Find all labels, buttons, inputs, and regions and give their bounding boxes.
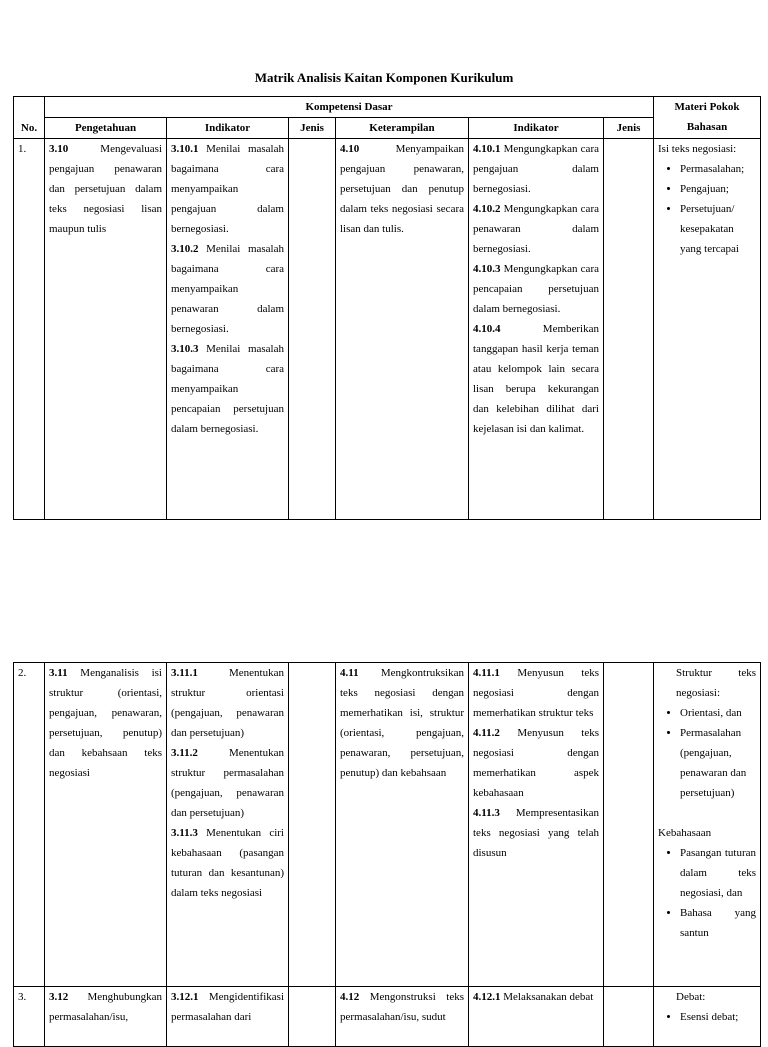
indikator-item: 3.10.3 Menilai masalah bagaimana cara menyampaikan pencapaian persetujuan dalam bernegosiasi. bbox=[171, 343, 284, 435]
indikator-keterampilan-cell bbox=[469, 663, 604, 987]
indikator-keterampilan-cell bbox=[469, 987, 604, 1047]
indikator-pengetahuan-cell bbox=[167, 139, 289, 520]
matrix-table-page-1 bbox=[13, 96, 761, 520]
kd-text: Mengkontruksikan teks negosiasi dengan memerhatikan isi, struktur (orientasi, pengajuan, penawaran, persetujuan, penutup) dan kebahsaan bbox=[340, 667, 464, 779]
header-row-1 bbox=[14, 97, 761, 118]
kd-keterampilan-cell bbox=[336, 139, 469, 520]
kd-code: 4.11 bbox=[340, 667, 359, 679]
header-no: No. bbox=[14, 97, 45, 139]
kd-pengetahuan-cell bbox=[45, 663, 167, 987]
kd-keterampilan-cell bbox=[336, 987, 469, 1047]
indikator-item: 3.10.2 Menilai masalah bagaimana cara menyampaikan penawaran dalam bernegosiasi. bbox=[171, 243, 284, 335]
table-row bbox=[14, 987, 761, 1047]
materi-list bbox=[658, 159, 756, 259]
table-row bbox=[14, 139, 761, 520]
list-item: • Persetujuan/ kesepakatan yang tercapai bbox=[680, 199, 756, 259]
kd-keterampilan-cell bbox=[336, 663, 469, 987]
kd-code: 4.10 bbox=[340, 143, 360, 155]
list-item: • Esensi debat; bbox=[680, 1007, 756, 1027]
materi-intro: Struktur teks negosiasi: bbox=[676, 667, 756, 699]
header-kompetensi-dasar: Kompetensi Dasar bbox=[45, 97, 654, 118]
list-item: • Orientasi, dan bbox=[680, 703, 756, 723]
list-item: • Permasalahan (pengajuan, penawaran dan persetujuan) bbox=[680, 723, 756, 803]
indikator-item: 4.10.4 Memberikan tanggapan hasil kerja teman atau kelompok lain secara lisan berupa kekurangan dan kelebihan dilihat dari kejelasan isi dan kalimat. bbox=[473, 323, 599, 435]
list-item: • Pasangan tuturan dalam teks negosiasi, dan bbox=[680, 843, 756, 903]
kd-text: Menyampaikan pengajuan penawaran, persetujuan dan penutup dalam teks negosiasi secara lisan dan tulis. bbox=[340, 143, 464, 235]
page-title: Matrik Analisis Kaitan Komponen Kurikulum bbox=[254, 70, 514, 85]
list-item: • Permasalahan; bbox=[680, 159, 756, 179]
indikator-item: 4.11.3 Mempresentasikan teks negosiasi yang telah disusun bbox=[473, 807, 599, 859]
row-number: 3. bbox=[14, 987, 45, 1047]
indikator-item: 4.12.1 Melaksanakan debat bbox=[473, 991, 594, 1003]
kd-text: Mengonstruksi teks permasalahan/isu, sudut bbox=[340, 991, 464, 1023]
header-indikator-pengetahuan: Indikator bbox=[167, 118, 289, 139]
row-number: 1. bbox=[14, 139, 45, 520]
list-item: • Bahasa yang santun bbox=[680, 903, 756, 943]
materi-cell bbox=[654, 987, 761, 1047]
header-jenis-keterampilan: Jenis bbox=[604, 118, 654, 139]
indikator-item: 4.10.3 Mengungkapkan cara pencapaian persetujuan dalam bernegosiasi. bbox=[473, 263, 599, 315]
indikator-item: 3.11.1 Menentukan struktur orientasi (pengajuan, penawaran dan persetujuan) bbox=[171, 667, 284, 739]
indikator-item: 4.10.2 Mengungkapkan cara penawaran dalam bernegosiasi. bbox=[473, 203, 599, 255]
kd-pengetahuan-cell bbox=[45, 987, 167, 1047]
indikator-item: 3.11.3 Menentukan ciri kebahasaan (pasangan tuturan dan kesantunan) dalam teks negosiasi bbox=[171, 827, 284, 899]
kd-text: Menganalisis isi struktur (orientasi, pengajuan, penawaran, persetujuan, penutup) dan kebahsaan teks negosiasi bbox=[49, 667, 162, 779]
kd-code: 3.10 bbox=[49, 143, 69, 155]
kd-text: Menghubungkan permasalahan/isu, bbox=[49, 991, 162, 1023]
materi-cell bbox=[654, 663, 761, 987]
indikator-item: 4.11.2 Menyusun teks negosiasi dengan memerhatikan aspek kebahasaan bbox=[473, 727, 599, 799]
jenis-pengetahuan-cell bbox=[289, 987, 336, 1047]
kd-code: 4.12 bbox=[340, 991, 360, 1003]
jenis-keterampilan-cell bbox=[604, 139, 654, 520]
indikator-pengetahuan-cell bbox=[167, 663, 289, 987]
header-indikator-keterampilan: Indikator bbox=[469, 118, 604, 139]
matrix-table-page-2 bbox=[13, 662, 761, 987]
materi-list bbox=[658, 843, 756, 943]
materi-list bbox=[658, 703, 756, 803]
materi-intro: Kebahasaan bbox=[658, 827, 712, 839]
header-keterampilan: Keterampilan bbox=[336, 118, 469, 139]
materi-list bbox=[658, 1007, 756, 1027]
materi-cell bbox=[654, 139, 761, 520]
kd-code: 3.12 bbox=[49, 991, 69, 1003]
kd-text: Mengevaluasi pengajuan penawaran dan persetujuan dalam teks negosiasi lisan maupun tulis bbox=[49, 143, 162, 235]
matrix-table-page-3 bbox=[13, 986, 761, 1047]
jenis-keterampilan-cell bbox=[604, 663, 654, 987]
indikator-pengetahuan-cell bbox=[167, 987, 289, 1047]
jenis-pengetahuan-cell bbox=[289, 139, 336, 520]
indikator-keterampilan-cell bbox=[469, 139, 604, 520]
indikator-item: 3.12.1 Mengidentifikasi permasalahan dari bbox=[171, 991, 284, 1023]
indikator-item: 3.10.1 Menilai masalah bagaimana cara menyampaikan pengajuan dalam bernegosiasi. bbox=[171, 143, 284, 235]
kd-code: 3.11 bbox=[49, 667, 68, 679]
jenis-keterampilan-cell bbox=[604, 987, 654, 1047]
table-row bbox=[14, 663, 761, 987]
header-jenis-pengetahuan: Jenis bbox=[289, 118, 336, 139]
indikator-item: 4.11.1 Menyusun teks negosiasi dengan memerhatikan struktur teks bbox=[473, 667, 599, 719]
indikator-item: 4.10.1 Mengungkapkan cara pengajuan dalam bernegosiasi. bbox=[473, 143, 599, 195]
header-materi-pokok: Materi Pokok Bahasan bbox=[654, 97, 761, 139]
jenis-pengetahuan-cell bbox=[289, 663, 336, 987]
list-item: • Pengajuan; bbox=[680, 179, 756, 199]
indikator-item: 3.11.2 Menentukan struktur permasalahan (pengajuan, penawaran dan persetujuan) bbox=[171, 747, 284, 819]
header-row-2 bbox=[14, 118, 761, 139]
materi-intro: Isi teks negosiasi: bbox=[658, 143, 737, 155]
materi-intro: Debat: bbox=[676, 991, 706, 1003]
header-pengetahuan: Pengetahuan bbox=[45, 118, 167, 139]
row-number: 2. bbox=[14, 663, 45, 987]
kd-pengetahuan-cell bbox=[45, 139, 167, 520]
